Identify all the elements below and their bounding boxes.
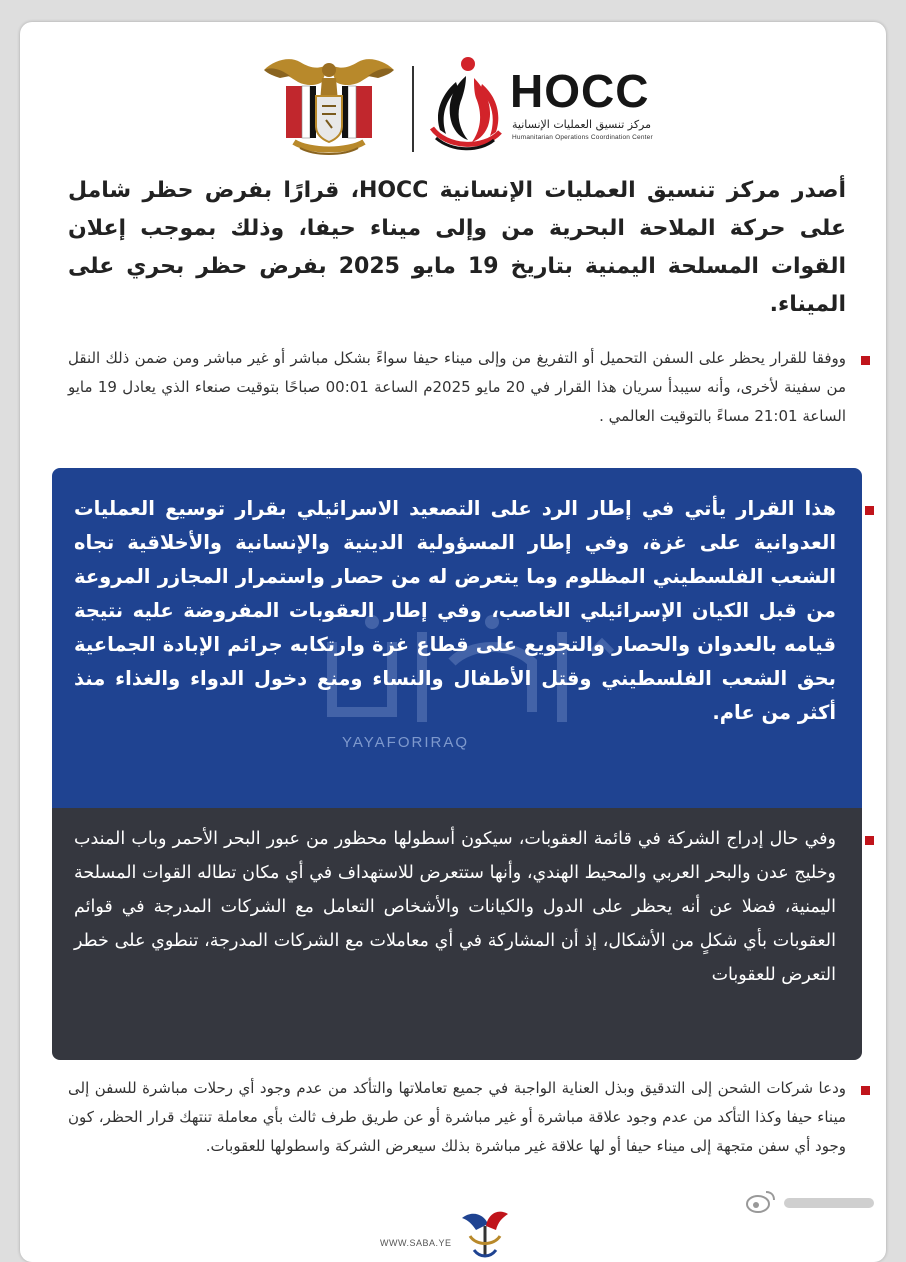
- weibo-watermark-icon: [744, 1184, 884, 1220]
- announcement-card: [20, 22, 886, 1262]
- hocc-flame-icon: [422, 54, 508, 154]
- bullet-marker: [865, 506, 874, 515]
- hocc-arabic-name: مركز تنسيق العمليات الإنسانية: [512, 118, 652, 131]
- logo-divider: [412, 66, 414, 152]
- bullet-text: وفي حال إدراج الشركة في قائمة العقوبات، سيكون أسطولها محظور من عبور البحر الأحمر وباب المندب وخليج عدن والبحر العربي والمحيط الهندي، وأنها ستتعرض للاستهداف في أي مكان تطاله القوات المسلحة اليمنية، فضلا عن أنه يحظر على الدول والكيانات والأشخاص التعامل مع الشركات المدرجة في قوائم العقوبات بأي شكلٍ من الأشكال، إذ أن المشاركة في أي معاملات مع الشركات المدرجة، تنطوي على خطر التعرض للعقوبات: [74, 829, 836, 985]
- bullet-text: هذا القرار يأتي في إطار الرد على التصعيد الاسرائيلي بقرار توسيع العمليات العدوانية على غزة، وفي إطار المسؤولية الدينية والإنسانية والأخلاقية تجاه الشعب الفلسطيني المظلوم وما يتعرض له من حصار واستمرار المجازر المروعة من قبل الكيان الإسرائيلي الغاصب، وفي إطار العقوبات المفروضة عليه نتيجة قيامه بالعدوان والحصار والتجويع على قطاع غزة وارتكابه جرائم الإبادة الجماعية بحق الشعب الفلسطيني وقتل الأطفال والنساء ومنع دخول الدواء والغذاء منذ أكثر من عام.: [74, 497, 836, 724]
- hocc-wordmark: HOCC: [510, 65, 650, 117]
- footer-url: WWW.SABA.YE: [380, 1238, 452, 1248]
- header-logos: [260, 50, 680, 160]
- watermark-text: YAYAFORIRAQ: [342, 734, 470, 751]
- hocc-english-name: Humanitarian Operations Coordination Center: [512, 134, 653, 141]
- yemen-emblem-icon: [260, 56, 398, 160]
- bullet-item-1: [68, 344, 846, 431]
- bullet-item-3: [74, 822, 836, 992]
- bullet-marker: [861, 1086, 870, 1095]
- bullet-item-2: [74, 492, 836, 730]
- lead-paragraph: أصدر مركز تنسيق العمليات الإنسانية HOCC، قرارًا بفرض حظر شامل على حركة الملاحة البحرية من وإلى ميناء حيفا، وذلك بموجب إعلان القوات المسلحة اليمنية بتاريخ 19 مايو 2025 بفرض حظر بحري على الميناء.: [68, 178, 846, 317]
- saba-logo-icon: [458, 1206, 512, 1262]
- bullet-marker: [861, 356, 870, 365]
- bullet-text: ووفقا للقرار يحظر على السفن التحميل أو التفريغ من وإلى ميناء حيفا سواءً بشكل مباشر أو غير مباشر ومن ضمن ذلك النقل من سفينة لأخرى، وأنه سيبدأ سريان هذا القرار في 20 مايو 2025م الساعة 00:01 صباحًا بتوقيت صنعاء الذي يعادل 19 مايو الساعة 21:01 مساءً بالتوقيت العالمي .: [68, 349, 846, 425]
- bullet-marker: [865, 836, 874, 845]
- bullet-item-4: [68, 1074, 846, 1161]
- bullet-text: ودعا شركات الشحن إلى التدقيق وبذل العناية الواجبة في جميع تعاملاتها والتأكد من عدم وجود أي رحلات مباشرة للسفن إلى ميناء حيفا وكذا التأكد من عدم وجود علاقة مباشرة أو غير مباشرة أو عن طريق طرف ثالث بأي معاملة تنتهك قرار الحظر، كون وجود أي سفن متجهة إلى ميناء حيفا أو لها علاقة غير مباشرة بذلك سيعرض الشركة واسطولها للعقوبات.: [68, 1079, 846, 1155]
